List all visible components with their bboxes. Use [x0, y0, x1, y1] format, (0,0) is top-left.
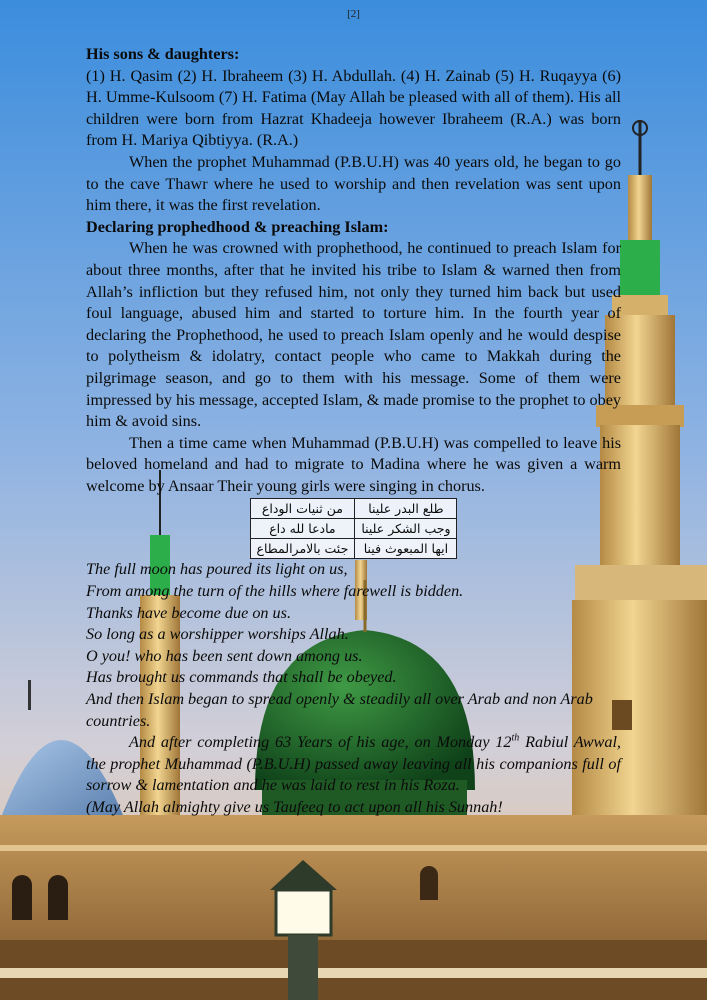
poem-line: The full moon has poured its light on us,: [86, 560, 348, 579]
death-paragraph: [86, 732, 621, 797]
table-row: [250, 519, 457, 539]
islam-spread-line: And then Islam began to spread openly & steadily all over Arab and non Arab countries.: [86, 690, 593, 730]
poem-line: Thanks have become due on us.: [86, 603, 291, 622]
children-list-paragraph: (1) H. Qasim (2) H. Ibraheem (3) H. Abdullah. (4) H. Zainab (5) H. Ruqayya (6) H. Umme-Kulsoom (7) H. Fatima (May Allah be pleased with all of them). His all children were born from Hazrat Khadeeja however Ibraheem (R.A.) was born from H. Mariya Qibtiyya. (R.A.): [86, 66, 621, 150]
table-row: [250, 499, 457, 519]
verse-cell-right: طلع البدر علينا: [355, 499, 457, 519]
document-body: [86, 44, 621, 819]
verse-cell-left: مادعا لله داع: [250, 519, 355, 539]
poem-line: O you! who has been sent down among us.: [86, 646, 363, 665]
sons-daughters-heading: His sons & daughters:: [86, 45, 240, 63]
arabic-verse-table: [250, 498, 458, 559]
death-text-start: And after completing 63 Years of his age, on Monday 12: [129, 733, 512, 752]
prophethood-heading: Declaring prophedhood & preaching Islam:: [86, 217, 389, 236]
verse-cell-left: من ثنيات الوداع: [250, 499, 355, 519]
preaching-paragraph: When he was crowned with prophethood, he continued to preach Islam for about three months, after that he invited his tribe to Islam & warned then from Allah’s infliction but they refused him, not only they turned him back but used foul language, abused him and started to torture him. In the fourth year of declaring the Prophethood, he used to preach Islam openly and he would despise to polytheism & idolatry, contact people who came to Makkah during the pilgrimage season, and go to them with his message. Some of them were impressed by his message, accepted Islam, & made promise to the prophet to obey him & avoid sins.: [86, 239, 621, 431]
death-text-end: Rabiul Awwal, the prophet Muhammad (P.B.U.H) passed away leaving all his companions full of sorrow & lamentation and he was laid to rest in his Roza.: [86, 733, 621, 795]
verse-cell-left: جئت بالامرالمطاع: [250, 539, 355, 559]
verse-cell-right: ايها المبعوث فينا: [355, 539, 457, 559]
closing-prayer: (May Allah almighty give us Taufeeq to act upon all his Sunnah!: [86, 798, 503, 816]
migration-paragraph: Then a time came when Muhammad (P.B.U.H) was compelled to leave his beloved homeland and had to migrate to Madina where he was given a warm welcome by Ansaar Their young girls were singing in chorus.: [86, 433, 621, 495]
date-suffix: th: [511, 732, 520, 744]
poem-line: Has brought us commands that shall be obeyed.: [86, 668, 397, 687]
poem-line: So long as a worshipper worships Allah.: [86, 625, 349, 644]
poem-translation: [86, 559, 621, 732]
verse-cell-right: وجب الشكر علينا: [355, 519, 457, 539]
poem-line: From among the turn of the hills where farewell is bidden.: [86, 582, 464, 601]
revelation-paragraph: When the prophet Muhammad (P.B.U.H) was 40 years old, he began to go to the cave Thawr where he used to worship and then revelation was sent upon him there, it was the first revelation.: [86, 152, 621, 215]
page-number: [2]: [347, 8, 360, 20]
table-row: [250, 539, 457, 559]
